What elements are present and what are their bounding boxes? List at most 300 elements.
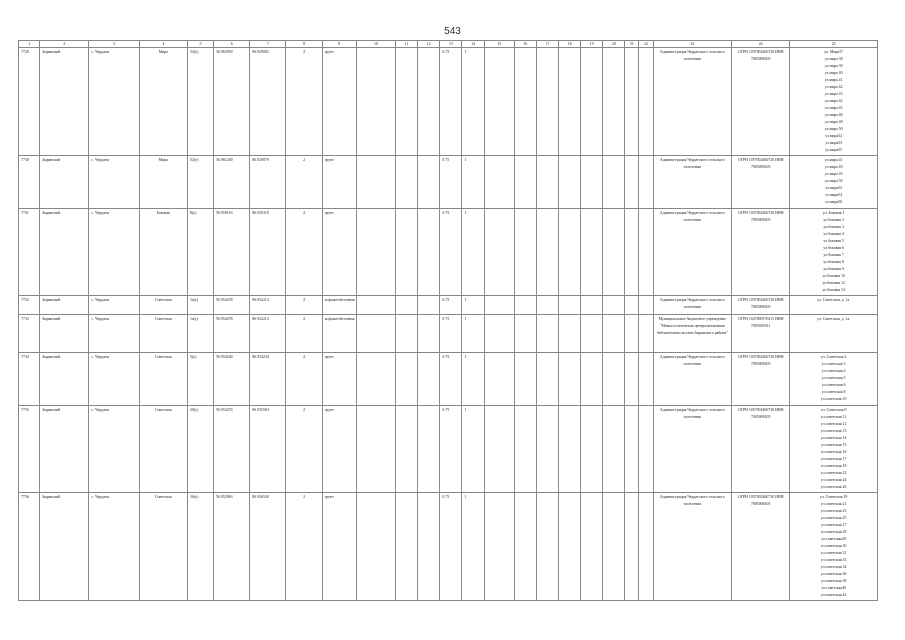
served-addresses — [790, 209, 878, 296]
empty-cell — [603, 353, 625, 406]
empty-cell — [418, 48, 440, 156]
empty-cell — [581, 296, 603, 315]
served-address: ул.мира52 — [825, 134, 843, 138]
empty-cell — [559, 315, 581, 353]
longitude: 86.929085 — [250, 48, 286, 156]
empty-cell — [356, 48, 395, 156]
empty-cell — [396, 296, 418, 315]
empty-cell — [418, 209, 440, 296]
owner-ogrn-inn: ОГРН 1057002460720 ИНН 7005006305 — [732, 296, 790, 315]
settlement: с. Чердаты — [89, 48, 139, 156]
row-number: 7734 — [19, 353, 40, 406]
empty-cell — [536, 353, 558, 406]
column-number: 24 — [732, 41, 790, 48]
row-number: 7733 — [19, 315, 40, 353]
area: 0.75 — [440, 296, 462, 315]
empty-cell — [559, 156, 581, 209]
settlement: с. Чердаты — [89, 156, 139, 209]
container-count: 1 — [462, 406, 484, 493]
column-number: 4 — [139, 41, 187, 48]
empty-cell — [514, 296, 536, 315]
column-number: 23 — [653, 41, 731, 48]
empty-cell — [625, 493, 639, 601]
empty-cell — [418, 156, 440, 209]
empty-cell — [625, 406, 639, 493]
container-count: 1 — [462, 315, 484, 353]
empty-cell — [484, 315, 514, 353]
house-number: 52(у) — [187, 156, 213, 209]
served-address: ул. Советская 19 — [819, 495, 848, 499]
settlement: с. Чердаты — [89, 209, 139, 296]
column-number: 10 — [356, 41, 395, 48]
area: 0.75 — [440, 353, 462, 406]
district: Зырянский — [40, 315, 89, 353]
container-count: 1 — [462, 353, 484, 406]
settlement: с. Чердаты — [89, 296, 139, 315]
empty-cell — [603, 296, 625, 315]
column-number: 8 — [286, 41, 322, 48]
served-address: ул. Мира37 — [824, 50, 844, 54]
served-addresses — [790, 353, 878, 406]
latitude: 56.952963 — [214, 493, 250, 601]
empty-cell — [356, 493, 395, 601]
column-number: 18 — [559, 41, 581, 48]
served-address: ул.мира 46 — [824, 113, 843, 117]
column-number: 20 — [603, 41, 625, 48]
district: Зырянский — [40, 48, 89, 156]
served-address: ул.советская 15 — [820, 443, 847, 447]
empty-cell — [514, 209, 536, 296]
empty-cell — [536, 493, 558, 601]
served-address: ул.мира54 — [825, 193, 843, 197]
container-count: 1 — [462, 156, 484, 209]
owner-ogrn-inn: ОГРН 1057002460720 ИНН 7005006305 — [732, 48, 790, 156]
column-number: 21 — [625, 41, 639, 48]
column-number: 6 — [214, 41, 250, 48]
house-number: 20(у) — [187, 406, 213, 493]
served-address: ул.советская 31 — [820, 551, 847, 555]
container-count: 1 — [462, 48, 484, 156]
area: 0.75 — [440, 406, 462, 493]
column-8-value: 2 — [286, 493, 322, 601]
surface-type: грунт — [322, 406, 356, 493]
empty-cell — [559, 493, 581, 601]
served-address: ул.советская 8 — [821, 390, 846, 394]
district: Зырянский — [40, 406, 89, 493]
column-8-value: 2 — [286, 406, 322, 493]
served-address: ул.боковая 14 — [822, 288, 845, 292]
table-row — [19, 48, 878, 156]
empty-cell — [356, 209, 395, 296]
longitude: 86.932214 — [250, 315, 286, 353]
served-address: ул.советская 23 — [820, 509, 847, 513]
served-address: ул.советская 25 — [820, 516, 847, 520]
served-address: ул.советская 13 — [820, 429, 847, 433]
served-address: ул.мира53 — [825, 141, 843, 145]
column-number: 1 — [19, 41, 40, 48]
empty-cell — [639, 353, 653, 406]
served-address: ул.боковая 3 — [823, 225, 844, 229]
latitude: 56.953474 — [214, 406, 250, 493]
served-address: ул. Советская, д. 1а. — [817, 298, 851, 302]
house-number: 8(у) — [187, 209, 213, 296]
district: Зырянский — [40, 156, 89, 209]
empty-cell — [514, 493, 536, 601]
empty-cell — [536, 296, 558, 315]
served-address: ул.советская 12 — [820, 422, 847, 426]
served-address: ул.боковая 8 — [823, 260, 844, 264]
served-address: ул.боковая 2 — [823, 218, 844, 222]
served-address: ул.боковая 10 — [822, 274, 845, 278]
empty-cell — [581, 48, 603, 156]
table-row — [19, 296, 878, 315]
settlement: с. Чердаты — [89, 315, 139, 353]
empty-cell — [581, 156, 603, 209]
empty-cell — [536, 315, 558, 353]
empty-cell — [396, 406, 418, 493]
house-number: 1а(у) — [187, 296, 213, 315]
empty-cell — [396, 209, 418, 296]
column-number: 9 — [322, 41, 356, 48]
served-address: ул.боковая 5 — [823, 239, 844, 243]
empty-cell — [559, 353, 581, 406]
column-number: 2 — [40, 41, 89, 48]
served-address: ул.мира 40 — [824, 71, 843, 75]
column-number: 7 — [250, 41, 286, 48]
empty-cell — [396, 493, 418, 601]
column-number: 17 — [536, 41, 558, 48]
latitude: 56.961200 — [214, 156, 250, 209]
longitude: 86.929079 — [250, 156, 286, 209]
served-address: ул.мира56 — [825, 200, 843, 204]
column-number: 14 — [462, 41, 484, 48]
row-number: 7730 — [19, 156, 40, 209]
empty-cell — [603, 493, 625, 601]
served-address: ул.советская 28 — [820, 530, 847, 534]
surface-type: грунт — [322, 48, 356, 156]
column-number: 5 — [187, 41, 213, 48]
served-address: ул.мира 50 — [824, 179, 843, 183]
empty-cell — [396, 48, 418, 156]
empty-cell — [484, 48, 514, 156]
column-number-row — [19, 41, 878, 48]
served-address: ул.мира 41 — [824, 78, 843, 82]
empty-cell — [514, 156, 536, 209]
surface-type: грунт — [322, 493, 356, 601]
empty-cell — [581, 493, 603, 601]
table-row — [19, 156, 878, 209]
column-8-value: 2 — [286, 156, 322, 209]
served-address: ул.советская 30 — [820, 544, 847, 548]
surface-type: грунт — [322, 156, 356, 209]
column-8-value: 2 — [286, 315, 322, 353]
empty-cell — [514, 353, 536, 406]
owner: Администрация Чердатского сельского поселения — [653, 209, 731, 296]
served-address: ул.советская 4 — [821, 369, 846, 373]
served-addresses — [790, 406, 878, 493]
area: 0.75 — [440, 48, 462, 156]
served-address: ул.советская 18 — [820, 464, 847, 468]
empty-cell — [484, 493, 514, 601]
area: 0.75 — [440, 209, 462, 296]
house-number: 52(у) — [187, 48, 213, 156]
served-address: ул.мира 45 — [824, 172, 843, 176]
empty-cell — [639, 209, 653, 296]
settlement: с. Чердаты — [89, 493, 139, 601]
empty-cell — [418, 296, 440, 315]
longitude: 86.935310 — [250, 209, 286, 296]
empty-cell — [625, 353, 639, 406]
owner: Администрация Чердатского сельского поселения — [653, 156, 731, 209]
served-address: ул.мира 41 — [824, 158, 843, 162]
served-address: ул.мира 50 — [824, 127, 843, 131]
owner-ogrn-inn: ОГРН 1057002460720 ИНН 7005006305 — [732, 209, 790, 296]
served-address: ул.советская 17 — [820, 457, 847, 461]
street: Советская — [139, 296, 187, 315]
surface-type: асфальтобетонная — [322, 296, 356, 315]
owner-ogrn-inn: ОГРН 1057002460720 ИНН 7005006305 — [732, 156, 790, 209]
served-address: ул.боковая 7 — [823, 253, 844, 257]
street: Советская — [139, 315, 187, 353]
empty-cell — [514, 406, 536, 493]
row-number: 7729 — [19, 48, 40, 156]
empty-cell — [536, 209, 558, 296]
empty-cell — [418, 315, 440, 353]
column-number: 11 — [396, 41, 418, 48]
empty-cell — [536, 48, 558, 156]
served-address: ул.советская 5 — [821, 376, 846, 380]
served-address: ул.советская 38 — [820, 579, 847, 583]
served-address: ул.советская 16 — [820, 450, 847, 454]
owner: Администрация Чердатского сельского поселения — [653, 493, 731, 601]
table-row — [19, 209, 878, 296]
served-address: ул.советская 42 — [820, 593, 847, 597]
column-8-value: 2 — [286, 48, 322, 156]
served-address: ул. Советская 2 — [820, 355, 847, 359]
latitude: 56.963950 — [214, 48, 250, 156]
served-address: ул.советская 34 — [820, 565, 847, 569]
empty-cell — [484, 156, 514, 209]
empty-cell — [625, 315, 639, 353]
empty-cell — [356, 353, 395, 406]
served-address: ул.советская 3 — [821, 362, 846, 366]
surface-type: грунт — [322, 353, 356, 406]
served-address: ул.мира 44 — [824, 99, 843, 103]
served-address: ул.советская 6 — [821, 383, 846, 387]
served-address: ул.советская 24 — [820, 478, 847, 482]
empty-cell — [603, 209, 625, 296]
settlement: с. Чердаты — [89, 406, 139, 493]
served-addresses — [790, 156, 878, 209]
served-address: ул.боковая 6 — [823, 246, 844, 250]
table-row — [19, 315, 878, 353]
served-addresses — [790, 48, 878, 156]
served-address: ул. Советская 9 — [820, 408, 847, 412]
owner: Муниципальное бюджетное учреждение "Межпоселенческая централизованная библиотечная система Зырянского района" — [653, 315, 731, 353]
area: 0.75 — [440, 493, 462, 601]
column-number: 19 — [581, 41, 603, 48]
owner: Администрация Чердатского сельского поселения — [653, 353, 731, 406]
owner-ogrn-inn: ОГРН 1057002460720 ИНН 7005006305 — [732, 353, 790, 406]
empty-cell — [514, 315, 536, 353]
empty-cell — [396, 353, 418, 406]
empty-cell — [536, 406, 558, 493]
served-address: ул.советская 36 — [820, 572, 847, 576]
empty-cell — [603, 48, 625, 156]
empty-cell — [559, 209, 581, 296]
longitude: 86.936540 — [250, 493, 286, 601]
street: Мира — [139, 48, 187, 156]
row-number: 7736 — [19, 493, 40, 601]
owner-ogrn-inn: ОГРН 1057002460720 ИНН 7005006305 — [732, 406, 790, 493]
longitude: 86.935584 — [250, 406, 286, 493]
served-address: ул.советская 21 — [820, 502, 847, 506]
empty-cell — [536, 156, 558, 209]
empty-cell — [639, 406, 653, 493]
street: Мира — [139, 156, 187, 209]
column-number: 15 — [484, 41, 514, 48]
served-address: ул.советская 33 — [820, 558, 847, 562]
latitude: 56.954240 — [214, 353, 250, 406]
served-address: ул.мира 38 — [824, 57, 843, 61]
area: 0.75 — [440, 315, 462, 353]
served-address: ул.мира 42 — [824, 85, 843, 89]
empty-cell — [625, 48, 639, 156]
area: 0.75 — [440, 156, 462, 209]
settlement: с. Чердаты — [89, 353, 139, 406]
column-8-value: 2 — [286, 296, 322, 315]
empty-cell — [514, 48, 536, 156]
owner: Администрация Чердатского сельского поселения — [653, 296, 731, 315]
table-row — [19, 353, 878, 406]
empty-cell — [484, 296, 514, 315]
empty-cell — [356, 406, 395, 493]
owner-ogrn-inn: ОГРН 1057002460720 ИНН 7005006305 — [732, 493, 790, 601]
column-number: 13 — [440, 41, 462, 48]
served-address: ул.мира52 — [825, 186, 843, 190]
empty-cell — [581, 209, 603, 296]
container-count: 1 — [462, 493, 484, 601]
served-address: ул.мира 48 — [824, 120, 843, 124]
container-count: 1 — [462, 209, 484, 296]
latitude: 56.958163 — [214, 209, 250, 296]
empty-cell — [356, 156, 395, 209]
empty-cell — [625, 296, 639, 315]
empty-cell — [639, 296, 653, 315]
served-address: ул.боковая 12 — [822, 281, 845, 285]
served-address: ул.советская 11 — [820, 415, 847, 419]
row-number: 7731 — [19, 209, 40, 296]
empty-cell — [625, 209, 639, 296]
served-address: ул.мира 39 — [824, 64, 843, 68]
served-address: ул.боковая 9 — [823, 267, 844, 271]
column-number: 12 — [418, 41, 440, 48]
served-address: ул. Советская, д. 1а. — [817, 317, 851, 321]
empty-cell — [418, 406, 440, 493]
empty-cell — [484, 353, 514, 406]
district: Зырянский — [40, 296, 89, 315]
row-number: 7735 — [19, 406, 40, 493]
row-number: 7732 — [19, 296, 40, 315]
district: Зырянский — [40, 209, 89, 296]
served-address: ул.советская29 — [821, 537, 846, 541]
owner: Администрация Чердатского сельского поселения — [653, 406, 731, 493]
served-addresses — [790, 296, 878, 315]
empty-cell — [639, 493, 653, 601]
page-number: 543 — [444, 26, 461, 37]
column-number: 25 — [790, 41, 878, 48]
column-8-value: 2 — [286, 353, 322, 406]
latitude: 56.954478 — [214, 296, 250, 315]
surface-type: грунт — [322, 209, 356, 296]
empty-cell — [639, 315, 653, 353]
served-address: ул.советская 22 — [820, 471, 847, 475]
empty-cell — [581, 406, 603, 493]
empty-cell — [484, 406, 514, 493]
owner: Администрация Чердатского сельского поселения — [653, 48, 731, 156]
street: Советская — [139, 406, 187, 493]
street: Советская — [139, 493, 187, 601]
served-address: ул.советская 26 — [820, 485, 847, 489]
table-row — [19, 406, 878, 493]
column-number: 22 — [639, 41, 653, 48]
empty-cell — [396, 156, 418, 209]
empty-cell — [639, 48, 653, 156]
served-address: ул.советская40 — [821, 586, 846, 590]
column-number: 16 — [514, 41, 536, 48]
empty-cell — [418, 353, 440, 406]
served-address: ул.советская 14 — [820, 436, 847, 440]
longitude: 86.934234 — [250, 353, 286, 406]
column-number: 3 — [89, 41, 139, 48]
empty-cell — [356, 315, 395, 353]
longitude: 86.932214 — [250, 296, 286, 315]
served-address: ул. Боковая 1 — [822, 211, 845, 215]
empty-cell — [396, 315, 418, 353]
served-address: ул.мира 45 — [824, 106, 843, 110]
column-8-value: 2 — [286, 209, 322, 296]
latitude: 56.954478 — [214, 315, 250, 353]
served-address: ул.советская 10 — [820, 397, 847, 401]
empty-cell — [603, 406, 625, 493]
house-number: 36(у) — [187, 493, 213, 601]
served-address: ул.мира 43 — [824, 165, 843, 169]
served-address: ул.мира 43 — [824, 92, 843, 96]
container-count: 1 — [462, 296, 484, 315]
house-number: 5(у) — [187, 353, 213, 406]
empty-cell — [356, 296, 395, 315]
empty-cell — [559, 406, 581, 493]
empty-cell — [639, 156, 653, 209]
served-address: ул.мира55 — [825, 148, 843, 152]
empty-cell — [581, 353, 603, 406]
empty-cell — [603, 315, 625, 353]
district: Зырянский — [40, 353, 89, 406]
empty-cell — [559, 48, 581, 156]
served-addresses — [790, 493, 878, 601]
registry-table — [18, 40, 878, 601]
surface-type: асфальтобетонная — [322, 315, 356, 353]
served-addresses — [790, 315, 878, 353]
empty-cell — [559, 296, 581, 315]
street: Боковая — [139, 209, 187, 296]
empty-cell — [603, 156, 625, 209]
table-row — [19, 493, 878, 601]
empty-cell — [418, 493, 440, 601]
district: Зырянский — [40, 493, 89, 601]
street: Советская — [139, 353, 187, 406]
owner-ogrn-inn: ОГРН 1027000570415 ИНН 7005005911 — [732, 315, 790, 353]
